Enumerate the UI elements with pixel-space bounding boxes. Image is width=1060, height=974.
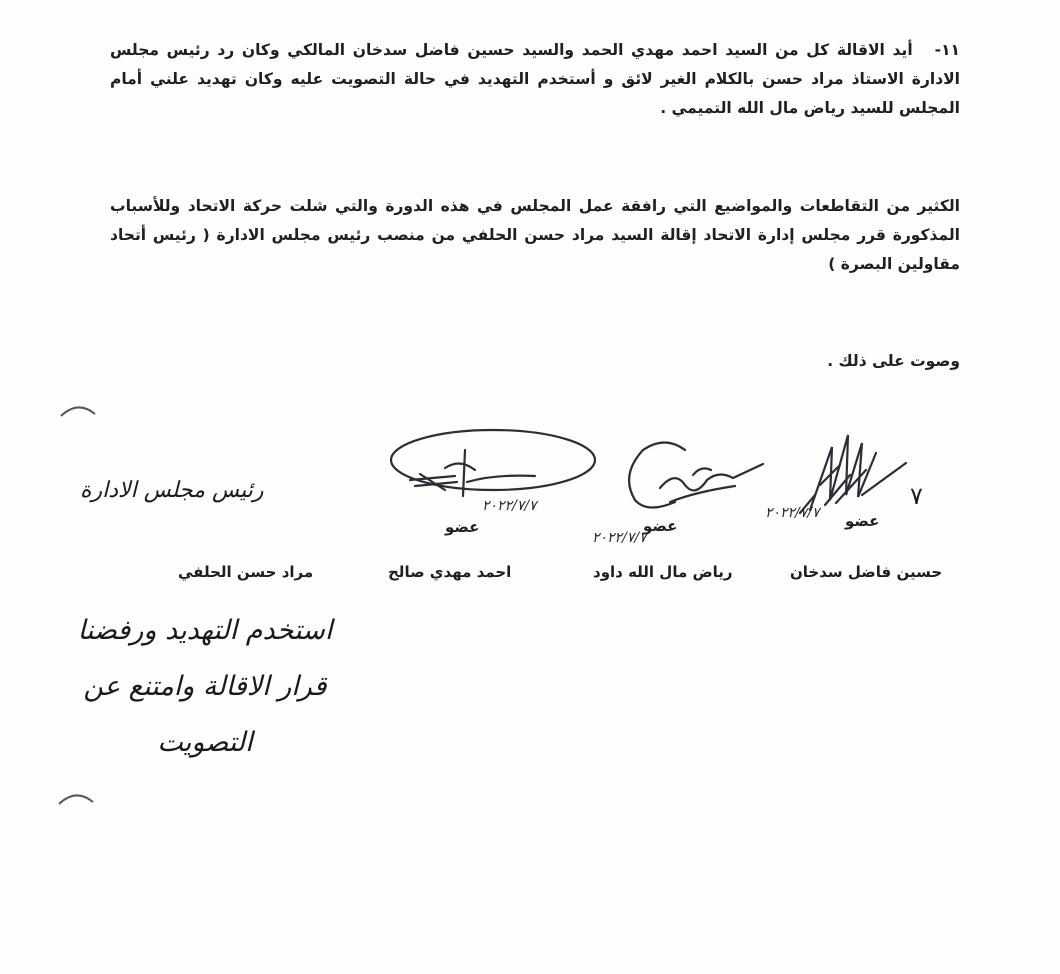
- vote-statement: وصوت على ذلك .: [827, 352, 960, 370]
- role-label-ahmed: عضو: [445, 518, 480, 536]
- clause-text: أيد الاقالة كل من السيد احمد مهدي الحمد والسيد حسين فاضل سدخان المالكي وكان رد رئيس مجلس الادارة الاستاذ مراد حسن بالكلام الغير لائق و أستخدم التهديد في حالة التصويت عليه وكان تهديد علني أمام المجلس للسيد رياض مال الله التميمي .: [110, 41, 960, 117]
- signature-riyadh-malallah: [615, 430, 775, 530]
- signature-date-ahmed: ٢٠٢٢/٧/٧: [482, 498, 537, 514]
- punch-hole-bottom-icon: [56, 790, 96, 806]
- signature-date-riyadh: ٢٠٢٢/٧/٧: [592, 530, 647, 546]
- handwritten-note-line-2: قرار الاقالة وامتنع عن: [83, 671, 327, 702]
- clause-number: ١١-: [934, 41, 960, 59]
- signature-date-hussein: ٢٠٢٢/٧/٧: [765, 505, 820, 521]
- punch-hole-top-icon: [58, 402, 98, 418]
- decision-paragraph: الكثير من التقاطعات والمواضيع التي رافقة عمل المجلس في هذه الدورة والتي شلت حركة الاتحاد وللأسباب المذكورة قرر مجلس إدارة الاتحاد إقالة السيد مراد حسن الحلفي من منصب رئيس مجلس الادارة ( رئيس أتحاد مقاولين البصرة ): [110, 197, 960, 273]
- name-murad-hassan: مراد حسن الحلفي: [178, 563, 314, 581]
- clause-11-paragraph: [110, 36, 960, 123]
- signature-mark-hussein: ٧: [910, 482, 923, 510]
- handwritten-note-line-1: استخدم التهديد ورفضنا: [77, 615, 333, 646]
- name-hussein-fadel: حسين فاضل سدخان: [790, 563, 943, 581]
- name-ahmed-mahdi: احمد مهدي صالح: [388, 563, 512, 581]
- handwritten-chairman-title: رئيس مجلس الادارة: [80, 478, 264, 503]
- handwritten-note: [25, 603, 385, 771]
- role-label-hussein: عضو: [845, 512, 880, 530]
- role-label-riyadh: عضو: [643, 517, 678, 535]
- handwritten-note-line-3: التصويت: [157, 727, 253, 758]
- name-riyadh-malallah: رياض مال الله داود: [593, 563, 733, 581]
- signature-ahmed-mahdi: [385, 418, 600, 508]
